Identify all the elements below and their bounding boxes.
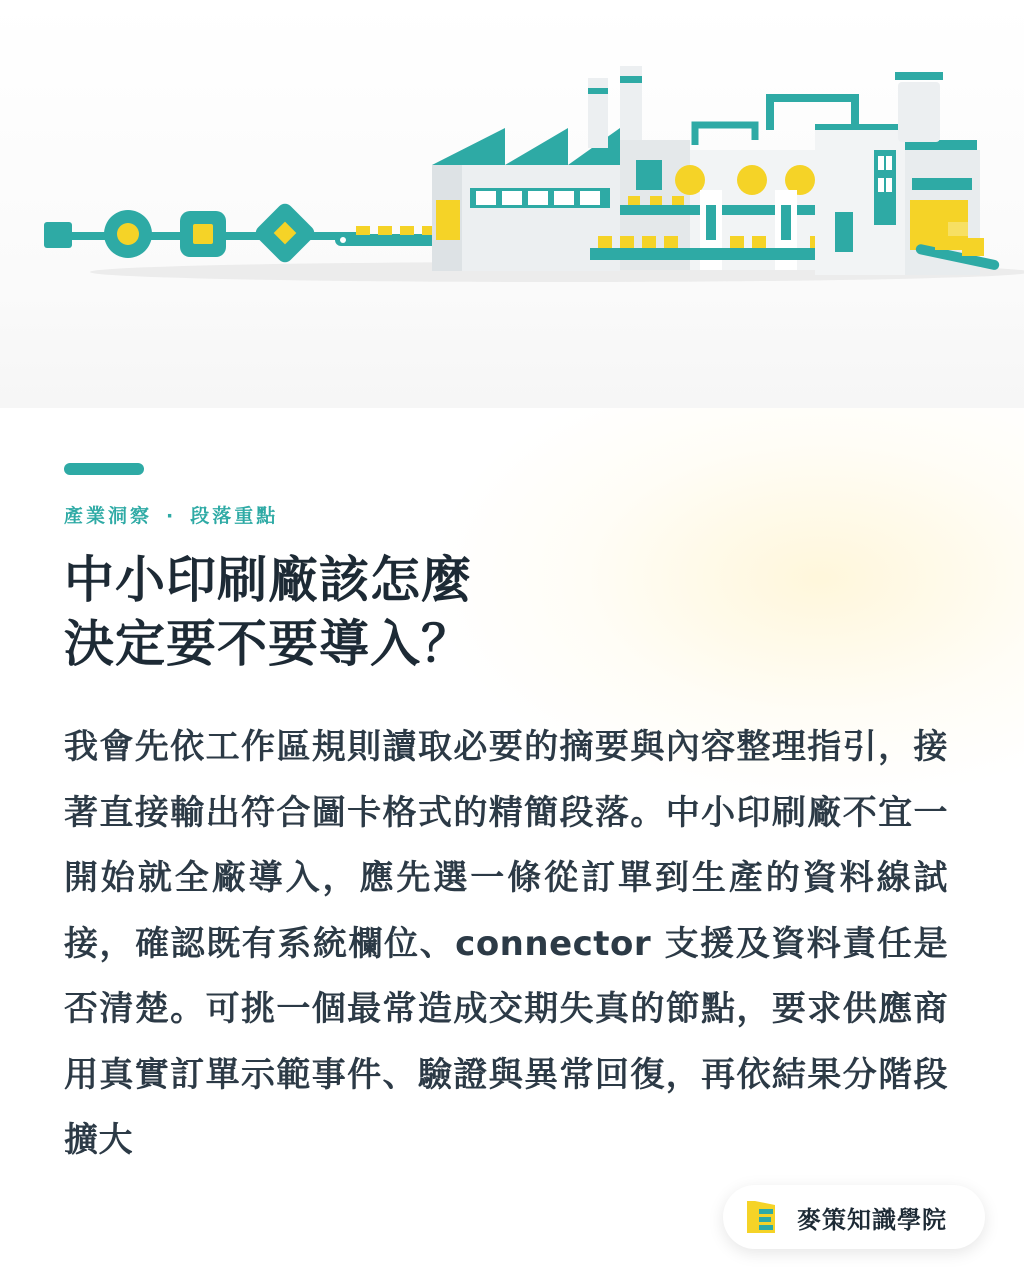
brand-name: 麥策知識學院 xyxy=(797,1205,947,1234)
kicker-category: 產業洞察 xyxy=(64,505,153,527)
process-flow-icons xyxy=(44,200,362,265)
title-line-1: 中小印刷廠該怎麼 xyxy=(64,551,472,609)
body-paragraph: 我會先依工作區規則讀取必要的摘要與內容整理指引，接著直接輸出符合圖卡格式的精簡段落。中小印刷廠不宜一開始就全廠導入，應先選一條從訂單到生產的資料線試接，確認既有系統欄位、connector 支援及資料責任是否清楚。可挑一個最常造成交期失真的節點，要求供應商用真實訂單示範事件、驗證與異常回復，再依結果分階段擴大 xyxy=(64,727,948,1160)
kicker xyxy=(64,501,278,528)
brand-badge xyxy=(723,1185,985,1249)
accent-bar xyxy=(64,463,144,475)
kicker-subcategory: 段落重點 xyxy=(190,505,279,527)
hero-illustration-area xyxy=(0,0,1024,408)
factory-illustration xyxy=(0,0,1024,408)
kicker-separator: · xyxy=(166,505,177,527)
title-line-2: 決定要不要導入？ xyxy=(64,615,472,673)
book-logo-icon xyxy=(745,1197,781,1237)
page-title xyxy=(64,548,944,676)
